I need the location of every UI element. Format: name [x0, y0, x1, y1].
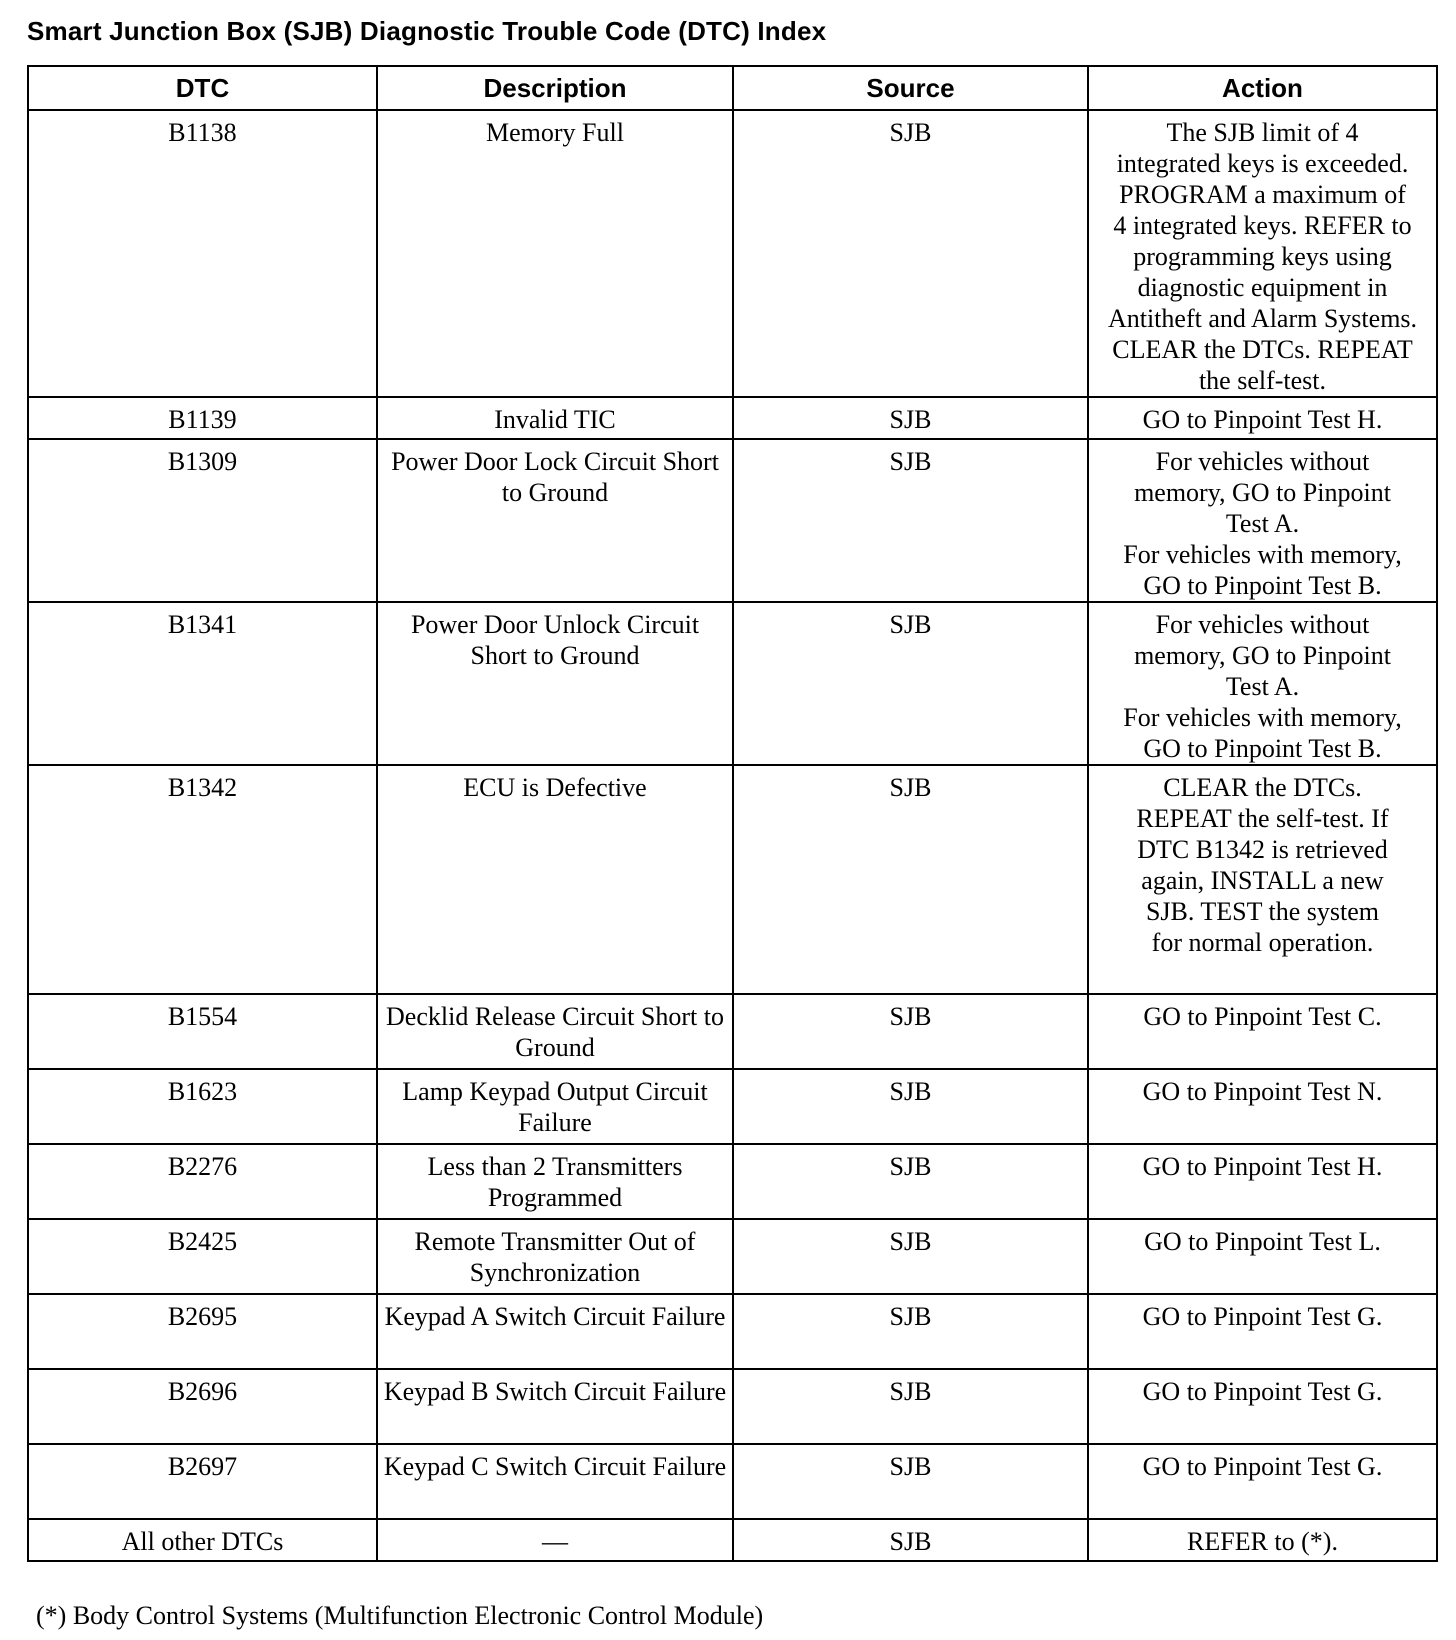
source-cell: SJB [733, 1519, 1088, 1561]
source-cell: SJB [733, 1294, 1088, 1369]
action-cell: GO to Pinpoint Test L. [1088, 1219, 1437, 1294]
table-row [28, 1069, 1437, 1144]
description-cell: Power Door Unlock Circuit Short to Ground [377, 602, 733, 765]
table-row [28, 397, 1437, 439]
dtc-cell: B1554 [28, 994, 377, 1069]
source-cell: SJB [733, 1069, 1088, 1144]
action-cell: GO to Pinpoint Test H. [1088, 1144, 1437, 1219]
column-header-dtc: DTC [28, 66, 377, 110]
description-cell: Memory Full [377, 110, 733, 397]
source-cell: SJB [733, 110, 1088, 397]
source-cell: SJB [733, 602, 1088, 765]
action-cell: GO to Pinpoint Test C. [1088, 994, 1437, 1069]
table-row [28, 1219, 1437, 1294]
action-cell: GO to Pinpoint Test G. [1088, 1294, 1437, 1369]
dtc-cell: B1341 [28, 602, 377, 765]
table-row [28, 439, 1437, 602]
description-cell: Keypad C Switch Circuit Failure [377, 1444, 733, 1519]
description-cell: ECU is Defective [377, 765, 733, 994]
footnote: (*) Body Control Systems (Multifunction Electronic Control Module) [36, 1601, 764, 1630]
table-row [28, 1144, 1437, 1219]
dtc-cell: B2425 [28, 1219, 377, 1294]
description-cell: Decklid Release Circuit Short to Ground [377, 994, 733, 1069]
page-title: Smart Junction Box (SJB) Diagnostic Trouble Code (DTC) Index [27, 16, 827, 46]
source-cell: SJB [733, 765, 1088, 994]
action-cell: The SJB limit of 4 integrated keys is exceeded. PROGRAM a maximum of 4 integrated keys. REFER to programming keys using diagnostic equipment in Antitheft and Alarm Systems. CLEAR the DTCs. REPEAT the self-test. [1088, 110, 1437, 397]
source-cell: SJB [733, 994, 1088, 1069]
action-cell: For vehicles without memory, GO to Pinpoint Test A. For vehicles with memory, GO to Pinpoint Test B. [1088, 439, 1437, 602]
source-cell: SJB [733, 1219, 1088, 1294]
description-cell: Power Door Lock Circuit Short to Ground [377, 439, 733, 602]
column-header-description: Description [377, 66, 733, 110]
source-cell: SJB [733, 1144, 1088, 1219]
column-header-action: Action [1088, 66, 1437, 110]
action-cell: CLEAR the DTCs. REPEAT the self-test. If DTC B1342 is retrieved again, INSTALL a new SJB. TEST the system for normal operation. [1088, 765, 1437, 994]
table-row [28, 1294, 1437, 1369]
column-header-source: Source [733, 66, 1088, 110]
table-header-row [28, 66, 1437, 110]
dtc-cell: B2276 [28, 1144, 377, 1219]
dtc-cell: B2697 [28, 1444, 377, 1519]
description-cell: Keypad B Switch Circuit Failure [377, 1369, 733, 1444]
dtc-cell: B2695 [28, 1294, 377, 1369]
dtc-cell: B1623 [28, 1069, 377, 1144]
action-cell: GO to Pinpoint Test G. [1088, 1369, 1437, 1444]
description-cell: — [377, 1519, 733, 1561]
source-cell: SJB [733, 1369, 1088, 1444]
dtc-cell: B2696 [28, 1369, 377, 1444]
table-row [28, 602, 1437, 765]
dtc-cell: B1138 [28, 110, 377, 397]
dtc-cell: B1309 [28, 439, 377, 602]
dtc-cell: B1342 [28, 765, 377, 994]
dtc-cell: B1139 [28, 397, 377, 439]
table-row [28, 765, 1437, 994]
description-cell: Keypad A Switch Circuit Failure [377, 1294, 733, 1369]
action-cell: For vehicles without memory, GO to Pinpoint Test A. For vehicles with memory, GO to Pinpoint Test B. [1088, 602, 1437, 765]
action-cell: GO to Pinpoint Test N. [1088, 1069, 1437, 1144]
dtc-cell: All other DTCs [28, 1519, 377, 1561]
description-cell: Remote Transmitter Out of Synchronization [377, 1219, 733, 1294]
description-cell: Invalid TIC [377, 397, 733, 439]
action-cell: GO to Pinpoint Test H. [1088, 397, 1437, 439]
source-cell: SJB [733, 397, 1088, 439]
source-cell: SJB [733, 439, 1088, 602]
table-row [28, 1444, 1437, 1519]
source-cell: SJB [733, 1444, 1088, 1519]
table-row [28, 110, 1437, 397]
table-row [28, 1369, 1437, 1444]
description-cell: Less than 2 Transmitters Programmed [377, 1144, 733, 1219]
table-row [28, 994, 1437, 1069]
table-row [28, 1519, 1437, 1561]
action-cell: REFER to (*). [1088, 1519, 1437, 1561]
dtc-index-table [27, 65, 1438, 1562]
action-cell: GO to Pinpoint Test G. [1088, 1444, 1437, 1519]
description-cell: Lamp Keypad Output Circuit Failure [377, 1069, 733, 1144]
